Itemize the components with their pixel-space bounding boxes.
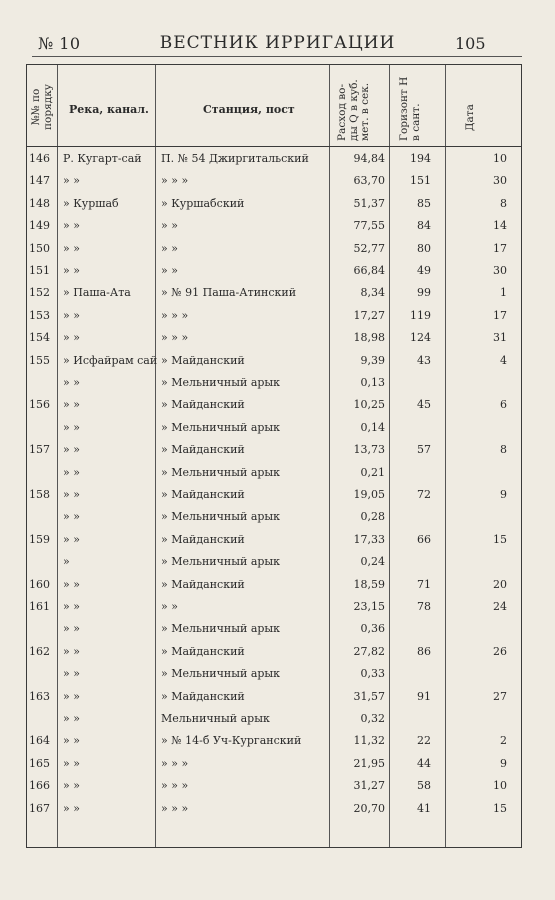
header-divider (27, 146, 521, 147)
column-header-number-text: №№ по порядку (30, 84, 54, 130)
row-station: » » » (161, 174, 189, 188)
table-row (27, 216, 523, 238)
row-date: 17 (493, 241, 507, 255)
row-number: 146 (29, 152, 50, 165)
row-level: 84 (417, 219, 431, 233)
row-river: » » (63, 465, 80, 479)
row-station: » » (161, 264, 178, 277)
row-station: » Майданский (161, 689, 245, 703)
table-row (27, 530, 523, 552)
table-row (27, 149, 523, 171)
row-river: » » (63, 241, 80, 255)
row-flow: 0,24 (360, 555, 385, 569)
row-level: 57 (417, 443, 431, 457)
table-row (27, 373, 523, 395)
row-station: » » » (161, 779, 189, 793)
table-row (27, 171, 523, 193)
row-level: 91 (417, 689, 431, 703)
row-number: 154 (29, 331, 50, 345)
row-flow: 19,05 (353, 488, 385, 501)
row-station: » » » (161, 801, 189, 815)
row-flow: 0,28 (360, 510, 385, 524)
row-flow: 0,33 (360, 667, 385, 681)
row-date: 2 (500, 734, 507, 748)
row-level: 22 (417, 734, 431, 748)
row-flow: 31,57 (353, 689, 385, 703)
table-row (27, 328, 523, 350)
row-station: » Майданский (161, 488, 245, 501)
column-header-date: Дата (464, 104, 476, 131)
row-flow: 13,73 (353, 443, 385, 457)
row-river: » » (63, 488, 80, 501)
row-level: 99 (417, 286, 431, 300)
row-station: » № 91 Паша-Атинский (161, 286, 297, 300)
column-header-flow-line1: Расход во- (336, 83, 348, 141)
table-row (27, 283, 523, 305)
row-number: 147 (29, 174, 50, 188)
row-level: 66 (417, 532, 431, 546)
row-station: » Мельничный арык (161, 622, 281, 636)
row-flow: 66,84 (353, 264, 385, 277)
row-flow: 11,32 (353, 734, 385, 748)
row-station: » Мельничный арык (161, 420, 281, 434)
row-river: » » (63, 376, 80, 389)
row-number: 151 (29, 264, 50, 277)
column-header-flow-line3: мет. в сек. (359, 82, 371, 141)
row-station: » Майданский (161, 353, 245, 367)
row-level: 194 (410, 152, 431, 165)
column-header-level (399, 77, 422, 141)
row-number: 164 (29, 734, 50, 748)
table-row (27, 709, 523, 731)
table-row (27, 664, 523, 686)
row-flow: 10,25 (353, 398, 385, 412)
row-station: » Майданский (161, 644, 245, 658)
row-flow: 27,82 (353, 644, 385, 658)
row-station: » » (161, 600, 178, 613)
row-river: » Паша-Ата (63, 286, 131, 300)
row-level: 124 (410, 331, 431, 345)
table-row (27, 507, 523, 529)
table-row (27, 597, 523, 619)
journal-title: ВЕСТНИК ИРРИГАЦИИ (159, 33, 396, 53)
row-river: » (63, 555, 70, 569)
row-number: 159 (29, 532, 50, 546)
row-river: » » (63, 779, 80, 793)
column-header-flow (337, 79, 372, 141)
row-flow: 8,34 (360, 286, 385, 300)
column-header-flow-line2: ды Q в куб. (347, 79, 360, 141)
row-date: 15 (493, 801, 507, 815)
row-date: 1 (500, 286, 507, 300)
table-row (27, 687, 523, 709)
row-date: 15 (493, 532, 507, 546)
row-level: 72 (417, 488, 431, 501)
row-flow: 63,70 (353, 174, 385, 188)
table-row (27, 351, 523, 373)
row-number: 163 (29, 689, 50, 703)
row-date: 14 (493, 219, 507, 233)
table-row (27, 261, 523, 283)
row-river: » Исфайрам сай (63, 353, 158, 367)
row-number: 165 (29, 756, 50, 770)
table-row (27, 485, 523, 507)
table-row (27, 754, 523, 776)
row-date: 31 (493, 331, 507, 345)
row-station: » Мельничный арык (161, 510, 281, 524)
row-number: 167 (29, 801, 50, 815)
page-header (0, 30, 555, 54)
row-number: 148 (29, 196, 50, 210)
row-date: 9 (500, 488, 507, 501)
row-level: 86 (417, 644, 431, 658)
row-river: » » (63, 577, 80, 591)
row-station: » Майданский (161, 577, 245, 591)
row-date: 6 (500, 398, 507, 412)
row-station: » » » (161, 331, 189, 345)
row-station: » Мельничный арык (161, 376, 281, 389)
row-date: 24 (493, 600, 507, 613)
row-river: » » (63, 712, 80, 725)
row-river: » » (63, 510, 80, 524)
row-level: 119 (410, 308, 431, 322)
row-river: » » (63, 420, 80, 434)
column-header-level-line1: Горизонт H (398, 76, 410, 141)
table-row (27, 306, 523, 328)
row-flow: 21,95 (353, 756, 385, 770)
row-river: » » (63, 532, 80, 546)
row-date: 26 (493, 644, 507, 658)
column-header-station: Станция, пост (203, 103, 295, 116)
row-date: 30 (493, 264, 507, 277)
row-river: » Куршаб (63, 196, 119, 210)
row-river: » » (63, 331, 80, 345)
row-number: 153 (29, 308, 50, 322)
row-river: » » (63, 644, 80, 658)
page-number: 105 (455, 34, 486, 53)
row-station: » Мельничный арык (161, 465, 281, 479)
table-row (27, 418, 523, 440)
row-number: 156 (29, 398, 50, 412)
row-level: 151 (410, 174, 431, 188)
row-river: Р. Кугарт-сай (63, 152, 142, 165)
row-date: 17 (493, 308, 507, 322)
row-number: 149 (29, 219, 50, 233)
row-station: Мельничный арык (161, 712, 270, 725)
row-flow: 23,15 (353, 600, 385, 613)
row-river: » » (63, 689, 80, 703)
table-row (27, 642, 523, 664)
row-flow: 52,77 (353, 241, 385, 255)
row-flow: 0,21 (360, 465, 385, 479)
row-level: 78 (417, 600, 431, 613)
header-rule (32, 56, 522, 57)
table-row (27, 395, 523, 417)
column-header-level-line2: в сант. (409, 103, 422, 141)
row-date: 27 (493, 689, 507, 703)
row-station: » » » (161, 308, 189, 322)
row-river: » » (63, 756, 80, 770)
issue-number: № 10 (38, 34, 81, 53)
row-date: 10 (493, 152, 507, 165)
row-river: » » (63, 667, 80, 681)
row-flow: 17,33 (353, 532, 385, 546)
row-flow: 18,59 (353, 577, 385, 591)
row-river: » » (63, 219, 80, 233)
row-river: » » (63, 622, 80, 636)
row-river: » » (63, 600, 80, 613)
row-level: 45 (417, 398, 431, 412)
table-row (27, 731, 523, 753)
row-number: 152 (29, 286, 50, 300)
table-row (27, 194, 523, 216)
row-flow: 0,14 (360, 420, 385, 434)
row-station: » » (161, 219, 178, 233)
row-flow: 0,32 (360, 712, 385, 725)
row-station: » Куршабский (161, 196, 245, 210)
table-row (27, 440, 523, 462)
row-river: » » (63, 174, 80, 188)
column-header-river: Река, канал. (69, 103, 149, 116)
table-row (27, 619, 523, 641)
row-level: 43 (417, 353, 431, 367)
row-river: » » (63, 734, 80, 748)
row-flow: 0,36 (360, 622, 385, 636)
row-flow: 20,70 (353, 801, 385, 815)
row-flow: 18,98 (353, 331, 385, 345)
row-level: 44 (417, 756, 431, 770)
row-river: » » (63, 398, 80, 412)
table-row (27, 776, 523, 798)
row-level: 85 (417, 196, 431, 210)
table-row (27, 239, 523, 261)
table-row (27, 552, 523, 574)
row-date: 4 (500, 353, 507, 367)
table-row (27, 575, 523, 597)
row-date: 20 (493, 577, 507, 591)
row-flow: 0,13 (360, 376, 385, 389)
row-station: » Майданский (161, 398, 245, 412)
row-date: 8 (500, 196, 507, 210)
row-number: 150 (29, 241, 50, 255)
row-station: » Мельничный арык (161, 555, 281, 569)
row-number: 155 (29, 353, 50, 367)
row-station: » » (161, 241, 178, 255)
table-row (27, 799, 523, 821)
row-river: » » (63, 308, 80, 322)
row-number: 166 (29, 779, 50, 793)
row-level: 58 (417, 779, 431, 793)
row-flow: 77,55 (353, 219, 385, 233)
row-river: » » (63, 443, 80, 457)
row-level: 71 (417, 577, 431, 591)
row-number: 157 (29, 443, 50, 457)
row-date: 8 (500, 443, 507, 457)
row-station: П. № 54 Джиргитальский (161, 152, 309, 165)
row-station: » Майданский (161, 443, 245, 457)
row-date: 9 (500, 756, 507, 770)
row-number: 160 (29, 577, 50, 591)
column-header-number (31, 73, 54, 141)
row-station: » № 14-б Уч-Курганский (161, 734, 302, 748)
row-number: 158 (29, 488, 50, 501)
row-date: 10 (493, 779, 507, 793)
row-flow: 51,37 (353, 196, 385, 210)
row-station: » » » (161, 756, 189, 770)
row-level: 41 (417, 801, 431, 815)
row-date: 30 (493, 174, 507, 188)
row-station: » Мельничный арык (161, 667, 281, 681)
row-flow: 17,27 (353, 308, 385, 322)
row-flow: 9,39 (360, 353, 385, 367)
table-row (27, 463, 523, 485)
row-level: 49 (417, 264, 431, 277)
data-table (26, 64, 522, 848)
row-level: 80 (417, 241, 431, 255)
row-flow: 94,84 (353, 152, 385, 165)
row-number: 162 (29, 644, 50, 658)
row-number: 161 (29, 600, 50, 613)
row-river: » » (63, 264, 80, 277)
row-station: » Майданский (161, 532, 245, 546)
row-river: » » (63, 801, 80, 815)
row-flow: 31,27 (353, 779, 385, 793)
